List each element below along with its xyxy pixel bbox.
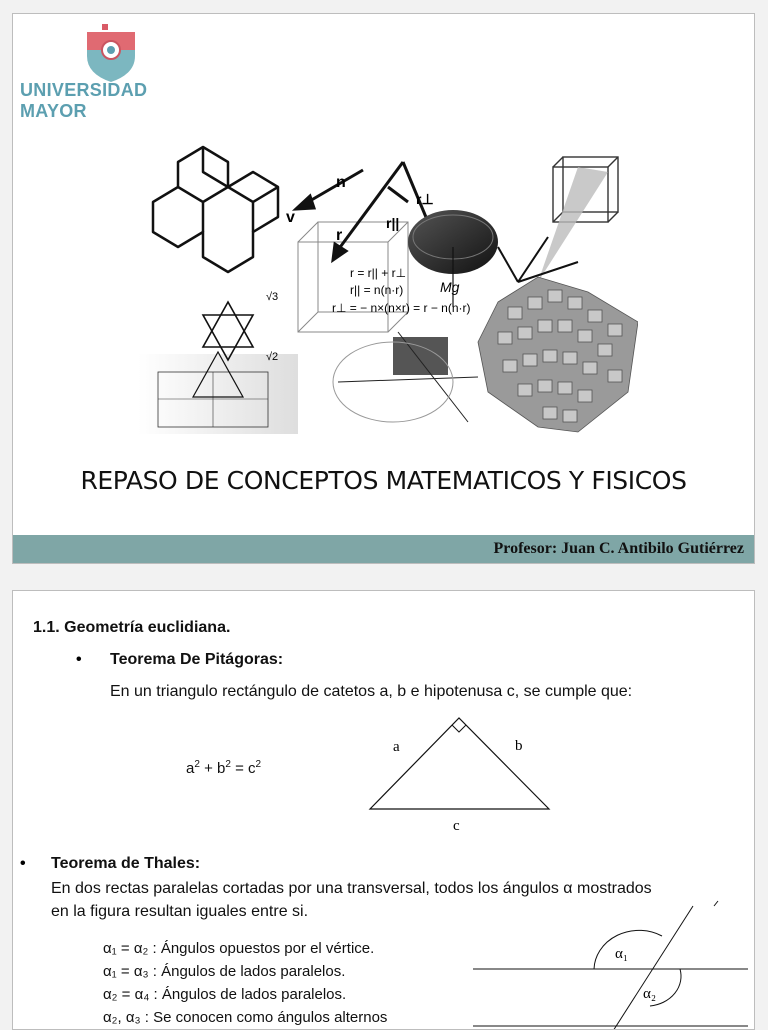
thales-text-line2: en la figura resultan iguales entre si. [51,903,309,920]
label-sqrt3: √3 [266,291,279,303]
pitagoras-text: En un triangulo rectángulo de catetos a, b e hipotenusa c, se cumple que: [110,683,633,700]
math-physics-collage [138,132,638,437]
logo-wordmark: UNIVERSIDAD MAYOR [20,80,148,121]
thales-title: Teorema de Thales: [51,855,201,872]
angle-item-4: α₂, α₃ : Se conocen como ángulos alternos [103,1009,388,1026]
label-v: v [286,209,295,226]
eq-3: r⊥ = − n×(n×r) = r − n(n·r) [332,301,471,315]
right-triangle-diagram [363,711,563,811]
label-r-par: r|| [386,215,400,231]
eq-2: r|| = n(n·r) [350,283,404,297]
label-sqrt2: √2 [266,351,279,363]
pitagoras-title: Teorema De Pitágoras: [110,651,284,668]
label-c: c [453,818,460,834]
slide-title: REPASO DE CONCEPTOS MATEMATICOS Y FISICOS [80,466,687,495]
label-b: b [515,738,523,754]
angle-item-1: α₁ = α₂ : Ángulos opuestos por el vértice. [103,940,375,957]
university-logo [17,18,207,121]
angle-item-3: α₂ = α₄ : Ángulos de lados paralelos. [103,986,347,1003]
label-r-perp: r⊥ [416,191,434,207]
title-slide [12,13,755,564]
eq-1: r = r|| + r⊥ [350,266,407,280]
angle-label-2: α₂ [643,986,657,1002]
angle-item-2: α₁ = α₃ : Ángulos de lados paralelos. [103,963,346,980]
thales-angle-list [103,937,387,1029]
bullet-pitagoras: • [76,651,82,668]
thales-parallel-lines-diagram [468,896,753,1030]
section-heading: 1.1. Geometría euclidiana. [33,619,231,636]
professor-name: Profesor: Juan C. Antibilo Gutiérrez [493,540,744,557]
footer-bar [13,535,754,563]
label-r: r [336,227,343,244]
bullet-thales: • [20,855,26,872]
content-slide [12,590,755,1030]
angle-label-1: α₁ [615,946,629,962]
pitagoras-equation: $a^2 + b^2 = c^2$ [186,759,262,777]
label-mg: Mg [440,279,460,295]
label-n: n [336,174,346,191]
label-a: a [393,739,400,755]
thales-text-line1: En dos rectas paralelas cortadas por una transversal, todos los ángulos α mostrados [51,880,652,897]
